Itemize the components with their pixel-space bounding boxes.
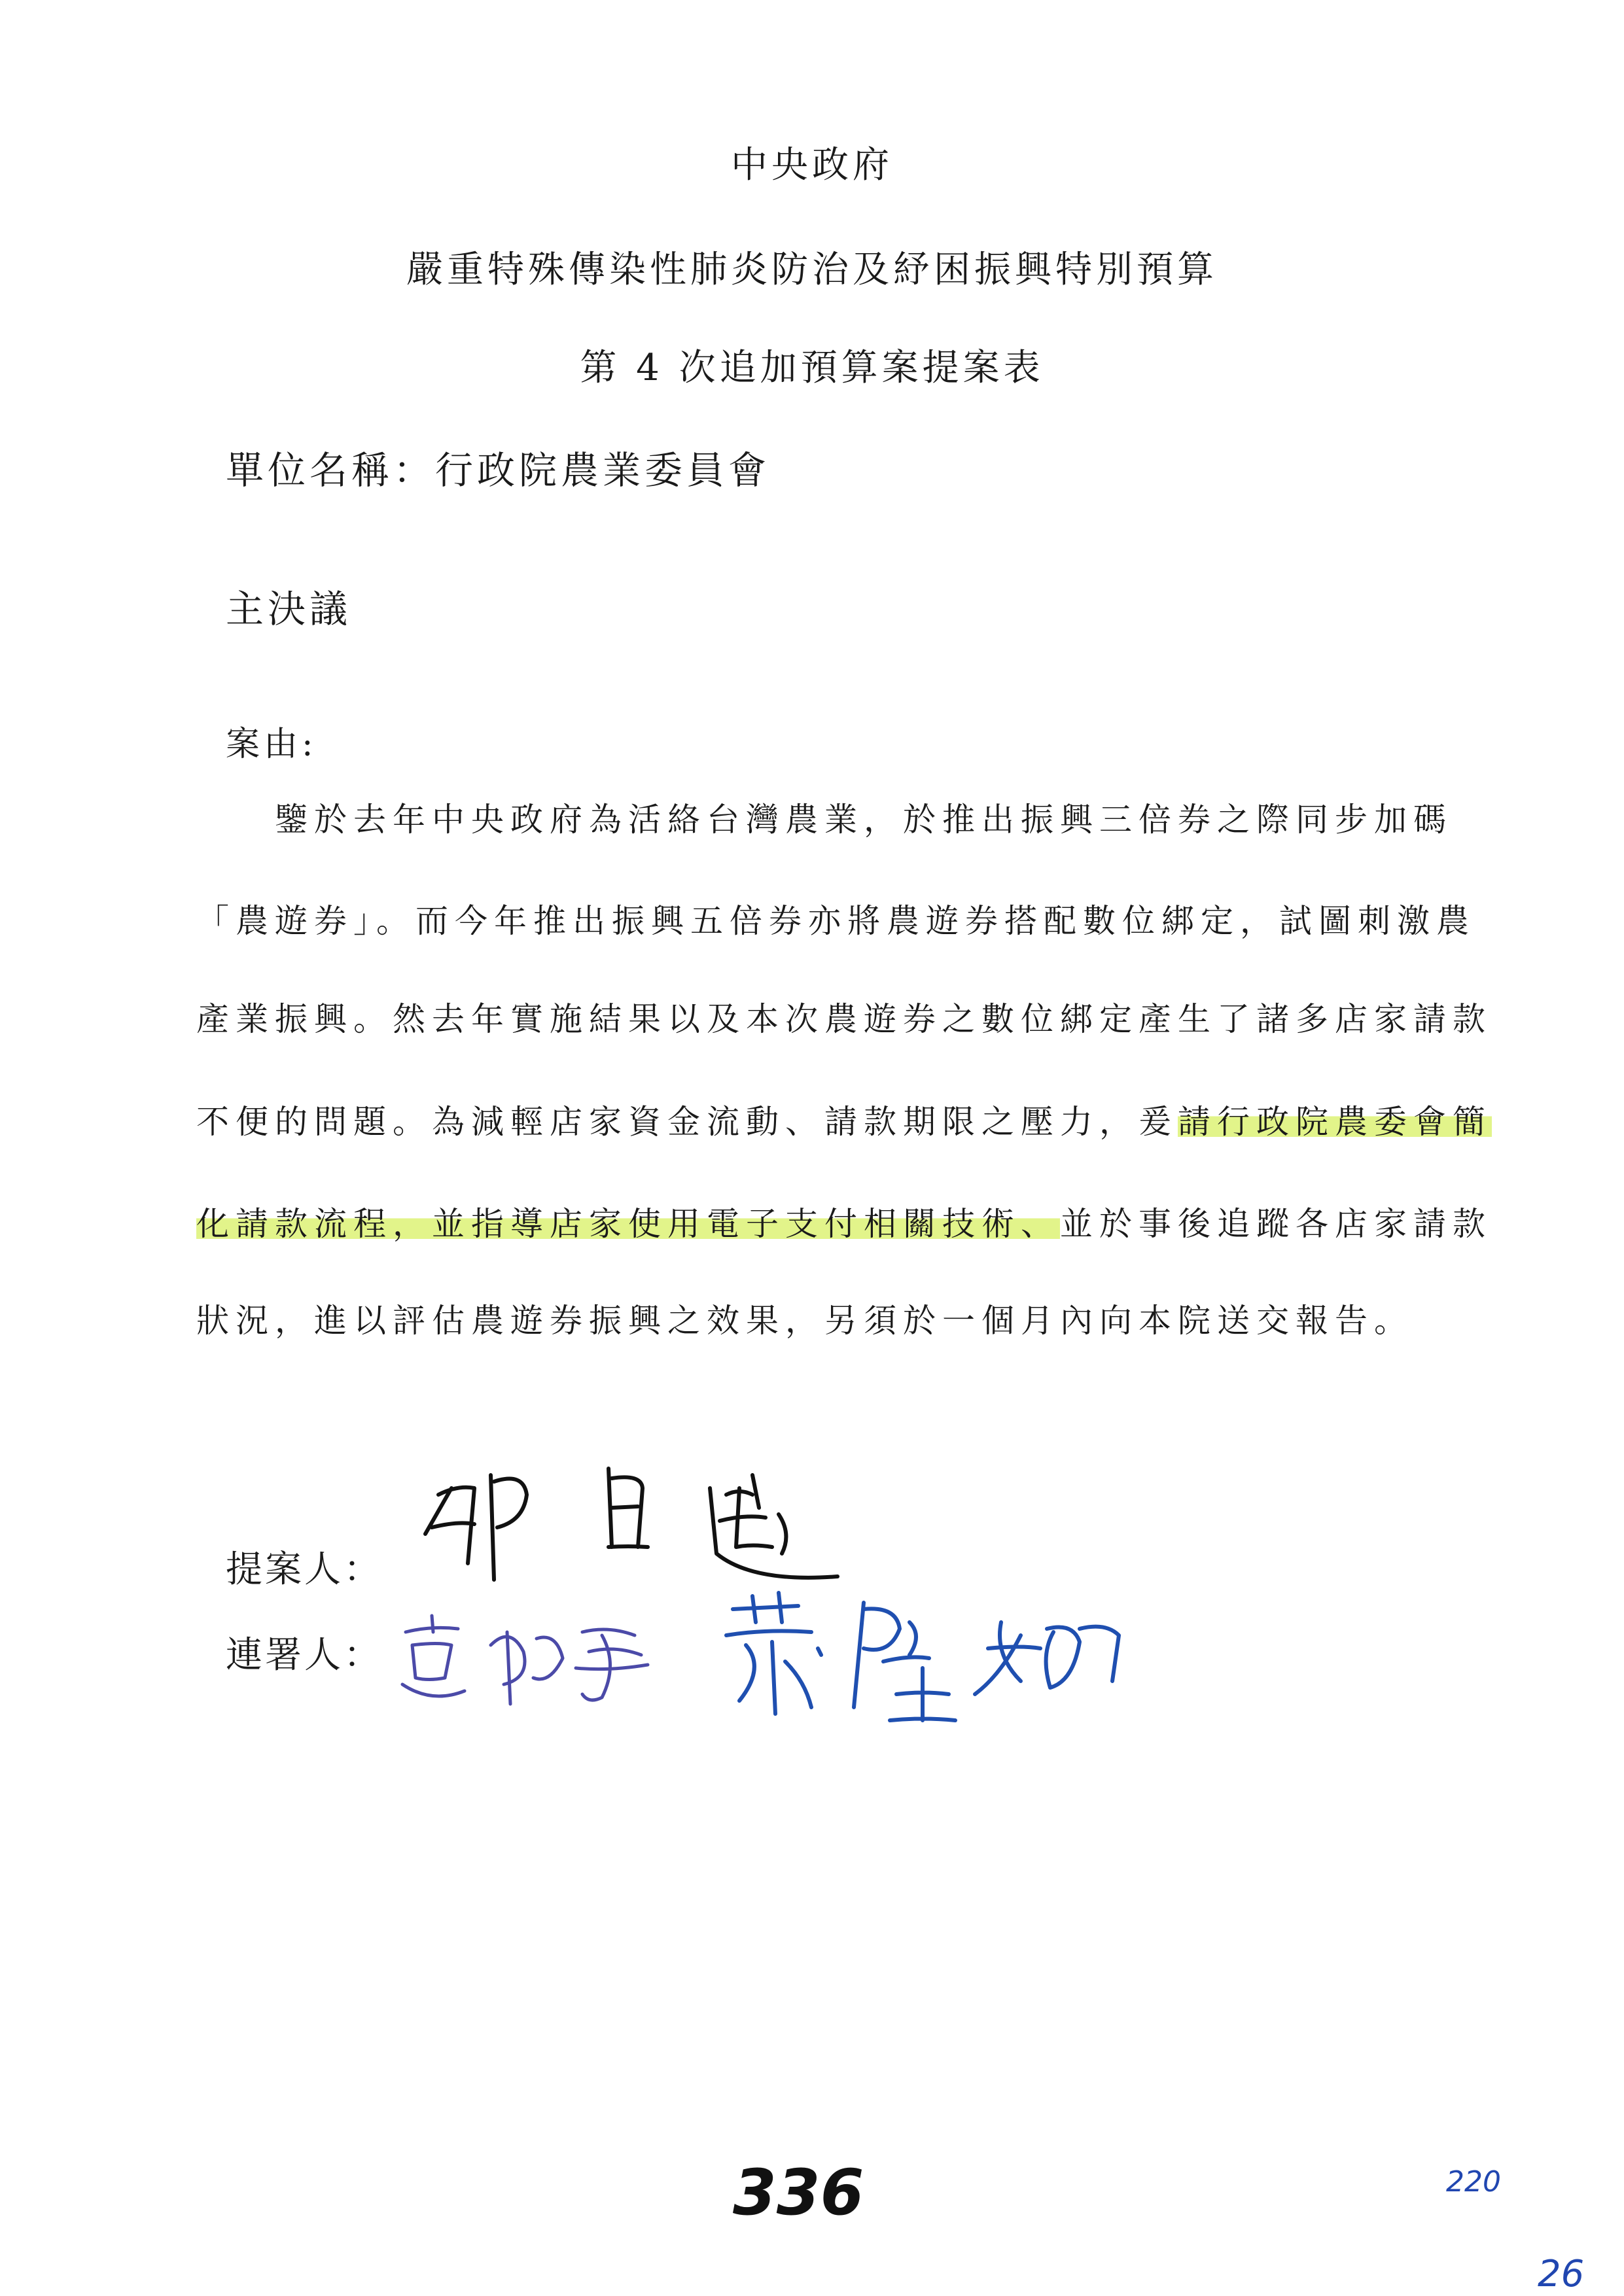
proposer-label: 提案人：: [226, 1548, 383, 1591]
highlighted-text-1: 請行政院農委會簡: [1178, 1103, 1492, 1141]
body-line-2: 「農遊券」。而今年推出振興五倍券亦將農遊券搭配數位綁定，試圖刺激農: [196, 902, 1475, 940]
cosigner-signature-2: [713, 1583, 1132, 1740]
body-line-5: [196, 1205, 1492, 1243]
proposer-signature: [412, 1449, 883, 1593]
body-line-5-text: 並於事後追蹤各店家請款: [1060, 1205, 1492, 1243]
cosigner-label: 連署人：: [226, 1634, 383, 1677]
corner-mark-2: [1538, 2250, 1616, 2296]
reason-label: 案由:: [226, 725, 317, 764]
corner-mark-1: [1446, 2159, 1538, 2204]
handwritten-page-number: [733, 2152, 890, 2231]
corner-mark-1-text: 220: [1446, 2165, 1501, 2199]
unit-name: 單位名稱：行政院農業委員會: [226, 448, 771, 493]
title-line-1: 中央政府: [731, 144, 893, 186]
cosigner-signature-1: [393, 1606, 667, 1724]
body-line-1: 鑒於去年中央政府為活絡台灣農業，於推出振興三倍券之際同步加碼: [196, 801, 1453, 839]
body-line-3: 產業振興。然去年實施結果以及本次農遊券之數位綁定產生了諸多店家請款: [196, 1000, 1492, 1038]
body-line-4-text: 不便的問題。為減輕店家資金流動、請款期限之壓力，爰: [196, 1103, 1178, 1141]
main-resolution-heading: 主決議: [226, 587, 352, 631]
body-line-6: 狀況，進以評估農遊券振興之效果，另須於一個月內向本院送交報告。: [196, 1302, 1413, 1340]
highlighted-text-2: 化請款流程，並指導店家使用電子支付相關技術、: [196, 1205, 1060, 1243]
page-number-text: 336: [733, 2156, 864, 2229]
title-line-2: 嚴重特殊傳染性肺炎防治及紓困振興特別預算: [406, 249, 1218, 291]
corner-mark-2-text: 26: [1538, 2253, 1585, 2295]
title-line-3: 第 4 次追加預算案提案表: [580, 347, 1044, 389]
body-line-4: [196, 1103, 1492, 1141]
